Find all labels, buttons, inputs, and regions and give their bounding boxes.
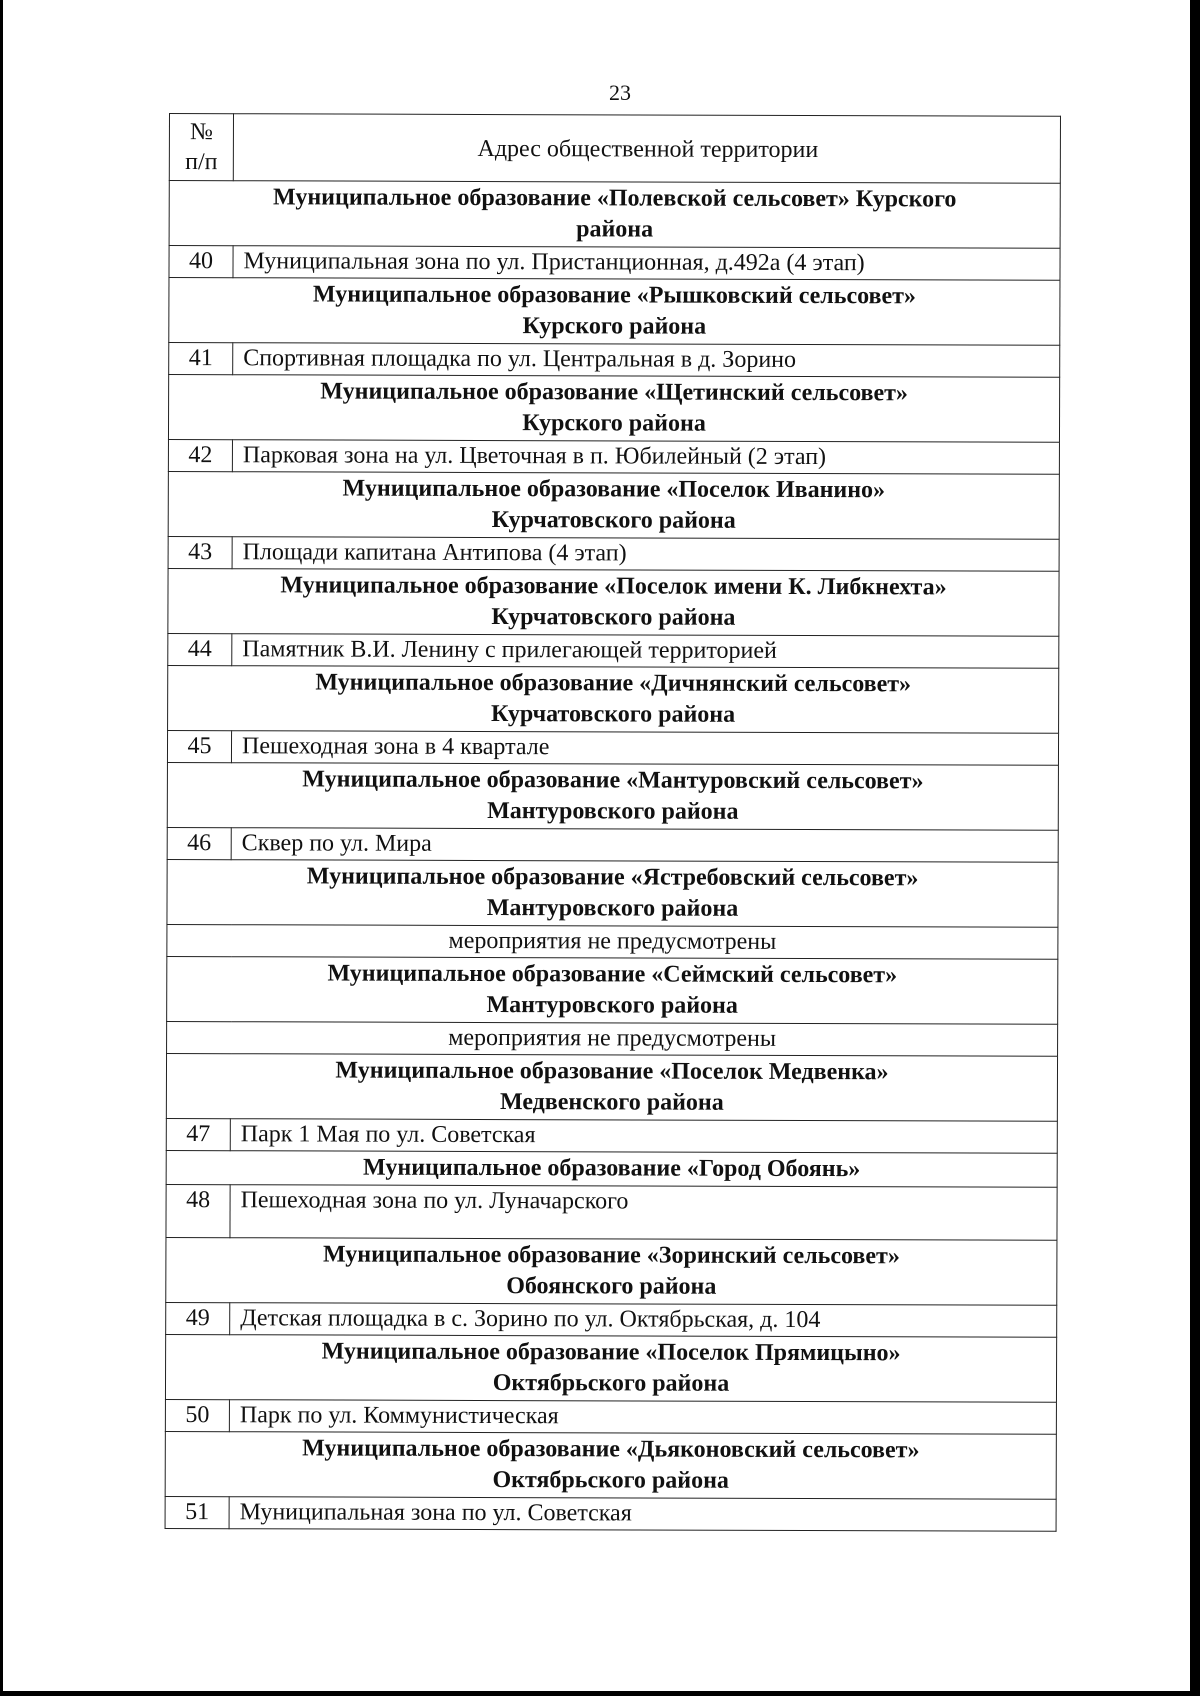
scan-border-left bbox=[0, 0, 3, 1696]
header-number-symbol: № bbox=[189, 119, 213, 146]
row-address-cell: Пешеходная зона в 4 квартале bbox=[231, 731, 1058, 766]
municipality-name-cell bbox=[167, 762, 1058, 830]
row-number-cell: 46 bbox=[167, 827, 231, 859]
municipality-name-cell bbox=[168, 471, 1059, 539]
no-activities-row bbox=[167, 1021, 1058, 1056]
scan-border-right bbox=[1190, 0, 1200, 1696]
municipality-name-cell bbox=[166, 1053, 1057, 1121]
municipality-header-row bbox=[166, 1150, 1057, 1187]
municipality-name-cell bbox=[166, 1150, 1057, 1187]
municipality-name-line1: Муниципальное образование «Дьяконовский сельсовет» bbox=[302, 1435, 920, 1464]
municipality-name-line1: Муниципальное образование «Рышковский сельсовет» bbox=[312, 281, 916, 310]
municipality-name-line2: Октябрьского района bbox=[492, 1467, 729, 1494]
municipality-name-cell bbox=[169, 278, 1060, 346]
municipality-header-row bbox=[169, 278, 1060, 346]
municipality-name-line2: Обоянского района bbox=[506, 1273, 717, 1300]
municipality-name-cell bbox=[167, 956, 1058, 1024]
row-address-cell: Парк 1 Мая по ул. Советская bbox=[230, 1119, 1057, 1154]
municipality-header-row bbox=[165, 1431, 1056, 1499]
municipality-name-line1: Муниципальное образование «Поселок Медвенка» bbox=[335, 1057, 889, 1086]
municipality-header-row bbox=[168, 568, 1059, 636]
municipality-name-cell bbox=[165, 1334, 1056, 1402]
no-activities-note: мероприятия не предусмотрены bbox=[167, 924, 1058, 959]
municipality-name-line1: Муниципальное образование «Зоринский сельсовет» bbox=[322, 1241, 900, 1270]
header-number-abbr: п/п bbox=[185, 149, 218, 176]
municipality-header-row bbox=[167, 956, 1058, 1024]
table-row bbox=[167, 827, 1058, 862]
table-row bbox=[165, 1496, 1056, 1531]
municipality-name-line2: Курчатовского района bbox=[491, 701, 736, 728]
municipality-name-line1: Муниципальное образование «Поселок Иванино» bbox=[342, 475, 886, 504]
row-address-cell: Муниципальная зона по ул. Пристанционная, д.492а (4 этап) bbox=[233, 246, 1060, 281]
municipality-name-cell bbox=[169, 181, 1060, 249]
row-number-cell: 43 bbox=[168, 536, 232, 568]
municipality-header-row bbox=[167, 762, 1058, 830]
municipality-name-line2: Мантуровского района bbox=[486, 992, 738, 1019]
row-number-cell: 51 bbox=[165, 1496, 229, 1528]
row-number-cell: 48 bbox=[166, 1184, 230, 1237]
municipality-name-line2: Курского района bbox=[522, 410, 706, 437]
row-address-cell: Площади капитана Антипова (4 этап) bbox=[232, 537, 1059, 572]
table-row bbox=[166, 1302, 1057, 1337]
municipality-name-line1: Муниципальное образование «Ястребовский сельсовет» bbox=[306, 863, 919, 892]
row-number-cell: 40 bbox=[169, 246, 233, 278]
municipality-name-line2: Курчатовского района bbox=[491, 604, 736, 631]
municipality-header-row bbox=[166, 1053, 1057, 1121]
table-row bbox=[168, 633, 1059, 668]
municipality-name-line2: Медвенского района bbox=[499, 1089, 724, 1116]
table-row bbox=[168, 439, 1059, 474]
municipality-name-cell bbox=[167, 859, 1058, 927]
no-activities-note: мероприятия не предусмотрены bbox=[167, 1021, 1058, 1056]
municipality-name-line2: Курчатовского района bbox=[491, 507, 736, 534]
table-row bbox=[167, 730, 1058, 765]
page-number: 23 bbox=[609, 80, 631, 105]
table-row bbox=[169, 343, 1060, 378]
table-row bbox=[168, 536, 1059, 571]
row-address-cell: Сквер по ул. Мира bbox=[231, 828, 1058, 863]
municipality-name-cell bbox=[168, 568, 1059, 636]
row-number-cell: 42 bbox=[168, 439, 232, 471]
municipality-name-line2: Мантуровского района bbox=[487, 798, 739, 825]
municipality-name-line1: Муниципальное образование «Дичнянский сельсовет» bbox=[315, 669, 912, 698]
row-number-cell: 49 bbox=[166, 1302, 230, 1334]
municipality-name-line1: Муниципальное образование «Мантуровский сельсовет» bbox=[302, 766, 924, 795]
municipality-name-line1: Муниципальное образование «Поселок имени К. Либкнехта» bbox=[280, 572, 947, 601]
municipality-name-line2: Октябрьского района bbox=[492, 1370, 730, 1397]
scan-border-bottom bbox=[0, 1691, 1200, 1696]
header-number-cell bbox=[169, 114, 233, 181]
no-activities-row bbox=[167, 924, 1058, 959]
row-address-cell: Спортивная площадка по ул. Центральная в д. Зорино bbox=[233, 343, 1060, 378]
municipality-name-cell bbox=[166, 1237, 1057, 1305]
header-address-cell: Адрес общественной территории bbox=[233, 114, 1060, 184]
municipality-name-cell bbox=[168, 375, 1059, 443]
table-row bbox=[169, 246, 1060, 281]
municipality-name-line1: Муниципальное образование «Поселок Прямицыно» bbox=[321, 1338, 901, 1367]
municipality-name-line2: района bbox=[576, 216, 654, 243]
municipality-header-row bbox=[168, 471, 1059, 539]
municipality-header-row bbox=[168, 375, 1059, 443]
table-row bbox=[165, 1399, 1056, 1434]
table-row bbox=[166, 1184, 1057, 1240]
municipality-header-row bbox=[168, 665, 1059, 733]
row-address-cell: Памятник В.И. Ленину с прилегающей территорией bbox=[232, 634, 1059, 669]
row-address-cell: Пешеходная зона по ул. Луначарского bbox=[230, 1185, 1057, 1241]
table-header-row bbox=[169, 114, 1060, 184]
municipality-name-line1: Муниципальное образование «Город Обоянь» bbox=[363, 1154, 861, 1183]
municipality-name-line1: Муниципальное образование «Щетинский сельсовет» bbox=[320, 378, 908, 407]
municipality-name-line2: Мантуровского района bbox=[486, 895, 739, 922]
municipality-name-line2: Курского района bbox=[522, 313, 707, 340]
territory-table-body bbox=[165, 114, 1060, 1532]
row-number-cell: 45 bbox=[167, 730, 231, 762]
municipality-header-row bbox=[166, 1237, 1057, 1305]
municipality-name-cell bbox=[165, 1431, 1056, 1499]
row-address-cell: Муниципальная зона по ул. Советская bbox=[229, 1497, 1056, 1532]
territory-table bbox=[165, 113, 1061, 1532]
row-address-cell: Парк по ул. Коммунистическая bbox=[229, 1400, 1056, 1435]
municipality-name-line1: Муниципальное образование «Полевской сельсовет» Курского bbox=[272, 184, 957, 213]
table-row bbox=[166, 1118, 1057, 1153]
row-address-cell: Детская площадка в с. Зорино по ул. Октябрьская, д. 104 bbox=[230, 1303, 1057, 1338]
municipality-header-row bbox=[165, 1334, 1056, 1402]
row-number-cell: 44 bbox=[168, 633, 232, 665]
municipality-header-row bbox=[169, 181, 1060, 249]
row-number-cell: 47 bbox=[166, 1118, 230, 1150]
row-address-cell: Парковая зона на ул. Цветочная в п. Юбилейный (2 этап) bbox=[232, 440, 1059, 475]
municipality-name-cell bbox=[168, 665, 1059, 733]
row-number-cell: 41 bbox=[169, 343, 233, 375]
municipality-header-row bbox=[167, 859, 1058, 927]
row-number-cell: 50 bbox=[165, 1399, 229, 1431]
municipality-name-line1: Муниципальное образование «Сеймский сельсовет» bbox=[327, 960, 898, 989]
